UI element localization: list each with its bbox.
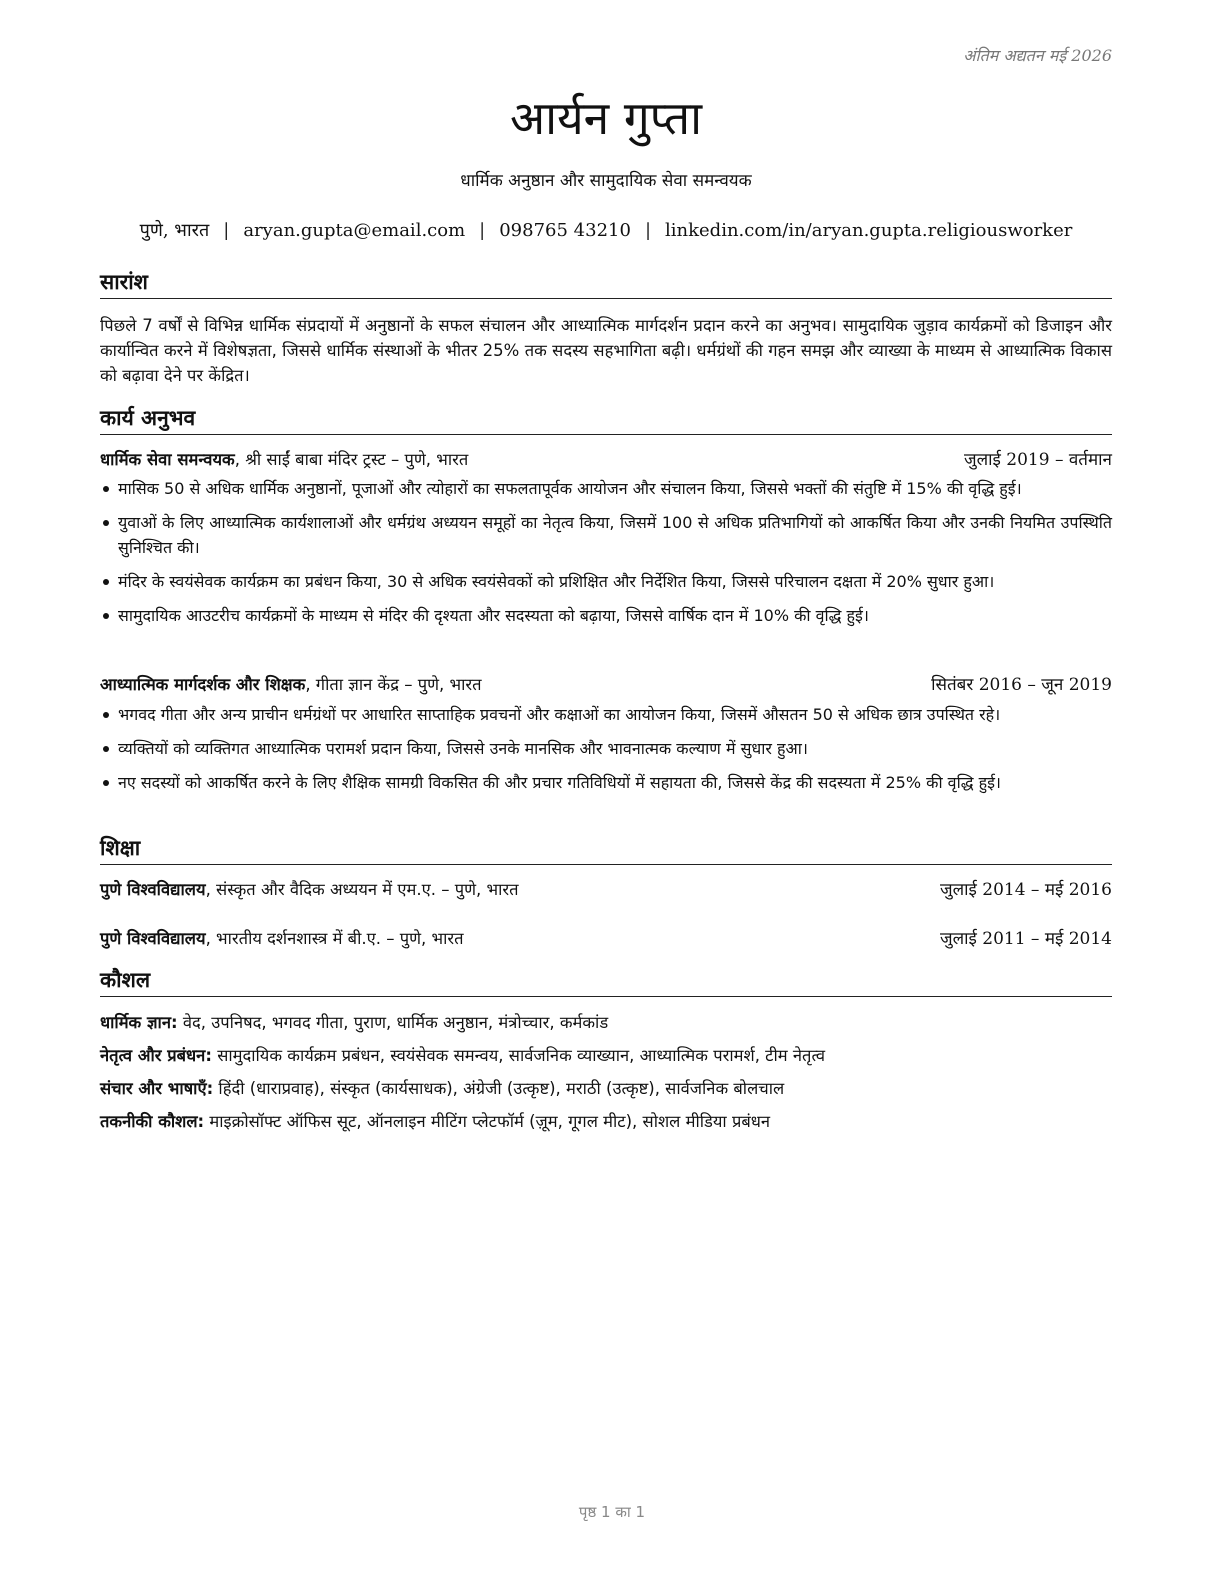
skill-value: हिंदी (धाराप्रवाह), संस्कृत (कार्यसाधक), अंग्रेजी (उत्कृष्ट), मराठी (उत्कृष्ट), सार्वजनिक बोलचाल: [213, 1079, 785, 1098]
education-heading: [100, 927, 464, 951]
skill-label: तकनीकी कौशल:: [100, 1112, 205, 1131]
skill-row: [100, 1110, 1112, 1134]
section-title-experience: कार्य अनुभव: [100, 404, 1112, 435]
last-updated: अंतिम अद्यतन मई 2026: [963, 46, 1112, 65]
section-title-skills: कौशल: [100, 966, 1112, 997]
contact-email[interactable]: aryan.gupta@email.com: [243, 220, 466, 241]
section-title-summary: सारांश: [100, 268, 1112, 299]
education-entry: [100, 927, 1112, 951]
job-date: सितंबर 2016 – जून 2019: [931, 675, 1112, 695]
summary-text: पिछले 7 वर्षों से विभिन्न धार्मिक संप्रदायों में अनुष्ठानों के सफल संचालन और आध्यात्मिक मार्गदर्शन प्रदान करने का अनुभव। सामुदायिक जुड़ाव कार्यक्रमों को डिजाइन और कार्यान्वित करने में विशेषज्ञता, जिससे धार्मिक संस्थाओं के भीतर 25% तक सदस्य सहभागिता बढ़ी। धर्मग्रंथों की गहन समझ और व्याख्या के माध्यम से आध्यात्मिक विकास को बढ़ावा देने पर केंद्रित।: [100, 316, 1112, 385]
skill-row: [100, 1044, 1112, 1068]
job-bullet: भगवद गीता और अन्य प्राचीन धर्मग्रंथों पर आधारित साप्ताहिक प्रवचनों और कक्षाओं का आयोजन किया, जिसमें औसतन 50 से अधिक छात्र उपस्थित रहे।: [100, 702, 1112, 727]
job-bullet: युवाओं के लिए आध्यात्मिक कार्यशालाओं और धर्मग्रंथ अध्ययन समूहों का नेतृत्व किया, जिसमें 100 से अधिक प्रतिभागियों को आकर्षित किया और उनकी नियमित उपस्थिति सुनिश्चित की।: [100, 510, 1112, 560]
job-heading: [100, 673, 482, 697]
education-date: जुलाई 2014 – मई 2016: [939, 880, 1112, 900]
education-school: पुणे विश्वविद्यालय: [100, 880, 206, 899]
job-bullet: सामुदायिक आउटरीच कार्यक्रमों के माध्यम से मंदिर की दृश्यता और सदस्यता को बढ़ाया, जिससे वार्षिक दान में 10% की वृद्धि हुई।: [100, 603, 1112, 628]
skill-label: संचार और भाषाएँ:: [100, 1079, 214, 1098]
page-number: पृष्ठ 1 का 1: [578, 1503, 646, 1521]
education-date: जुलाई 2011 – मई 2014: [939, 929, 1112, 949]
contact-phone: 098765 43210: [499, 220, 631, 241]
job-header: [100, 448, 1112, 472]
skill-value: सामुदायिक कार्यक्रम प्रबंधन, स्वयंसेवक समन्वय, सार्वजनिक व्याख्यान, आध्यात्मिक परामर्श, टीम नेतृत्व: [211, 1046, 825, 1065]
contact-separator: |: [644, 220, 652, 241]
education-degree: , भारतीय दर्शनशास्त्र में बी.ए. – पुणे, भारत: [205, 929, 464, 948]
education-heading: [100, 878, 519, 902]
job-title: धार्मिक सेवा समन्वयक: [100, 450, 235, 469]
job-bullet: व्यक्तियों को व्यक्तिगत आध्यात्मिक परामर्श प्रदान किया, जिससे उनके मानसिक और भावनात्मक कल्याण में सुधार हुआ।: [100, 736, 1112, 761]
candidate-name: आर्यन गुप्ता: [509, 91, 703, 145]
headline: धार्मिक अनुष्ठान और सामुदायिक सेवा समन्वयक: [460, 171, 752, 191]
contact-linkedin[interactable]: linkedin.com/in/aryan.gupta.religiousworker: [665, 220, 1073, 241]
job-title: आध्यात्मिक मार्गदर्शक और शिक्षक: [100, 675, 306, 694]
skill-label: धार्मिक ज्ञान:: [100, 1013, 178, 1032]
contact-separator: |: [479, 220, 486, 241]
contact-line: [100, 218, 1112, 242]
skill-value: माइक्रोसॉफ्ट ऑफिस सूट, ऑनलाइन मीटिंग प्लेटफॉर्म (ज़ूम, गूगल मीट), सोशल मीडिया प्रबंधन: [204, 1112, 771, 1131]
contact-separator: |: [223, 220, 230, 241]
job-heading: [100, 448, 468, 472]
education-degree: , संस्कृत और वैदिक अध्ययन में एम.ए. – पुणे, भारत: [205, 880, 519, 899]
job-header: [100, 673, 1112, 697]
skill-row: [100, 1011, 1112, 1035]
job-org: , गीता ज्ञान केंद्र – पुणे, भारत: [305, 675, 482, 694]
job-date: जुलाई 2019 – वर्तमान: [963, 450, 1112, 470]
job-bullet: नए सदस्यों को आकर्षित करने के लिए शैक्षिक सामग्री विकसित की और प्रचार गतिविधियों में सहायता की, जिससे केंद्र की सदस्यता में 25% की वृद्धि हुई।: [100, 770, 1112, 795]
education-school: पुणे विश्वविद्यालय: [100, 929, 206, 948]
job-bullets: [100, 476, 1112, 637]
job-org: , श्री साईं बाबा मंदिर ट्रस्ट – पुणे, भारत: [234, 450, 469, 469]
section-title-education: शिक्षा: [100, 834, 1112, 865]
education-entry: [100, 878, 1112, 902]
skill-value: वेद, उपनिषद, भगवद गीता, पुराण, धार्मिक अनुष्ठान, मंत्रोच्चार, कर्मकांड: [177, 1013, 609, 1032]
job-bullet: मंदिर के स्वयंसेवक कार्यक्रम का प्रबंधन किया, 30 से अधिक स्वयंसेवकों को प्रशिक्षित और निर्देशित किया, जिससे परिचालन दक्षता में 20% सुधार हुआ।: [100, 569, 1112, 594]
skill-row: [100, 1077, 1112, 1101]
job-bullet: मासिक 50 से अधिक धार्मिक अनुष्ठानों, पूजाओं और त्योहारों का सफलतापूर्वक आयोजन और संचालन किया, जिससे भक्तों की संतुष्टि में 15% की वृद्धि हुई।: [100, 476, 1112, 501]
skill-label: नेतृत्व और प्रबंधन:: [100, 1046, 212, 1065]
contact-location: पुणे, भारत: [139, 220, 210, 241]
job-bullets: [100, 702, 1112, 804]
